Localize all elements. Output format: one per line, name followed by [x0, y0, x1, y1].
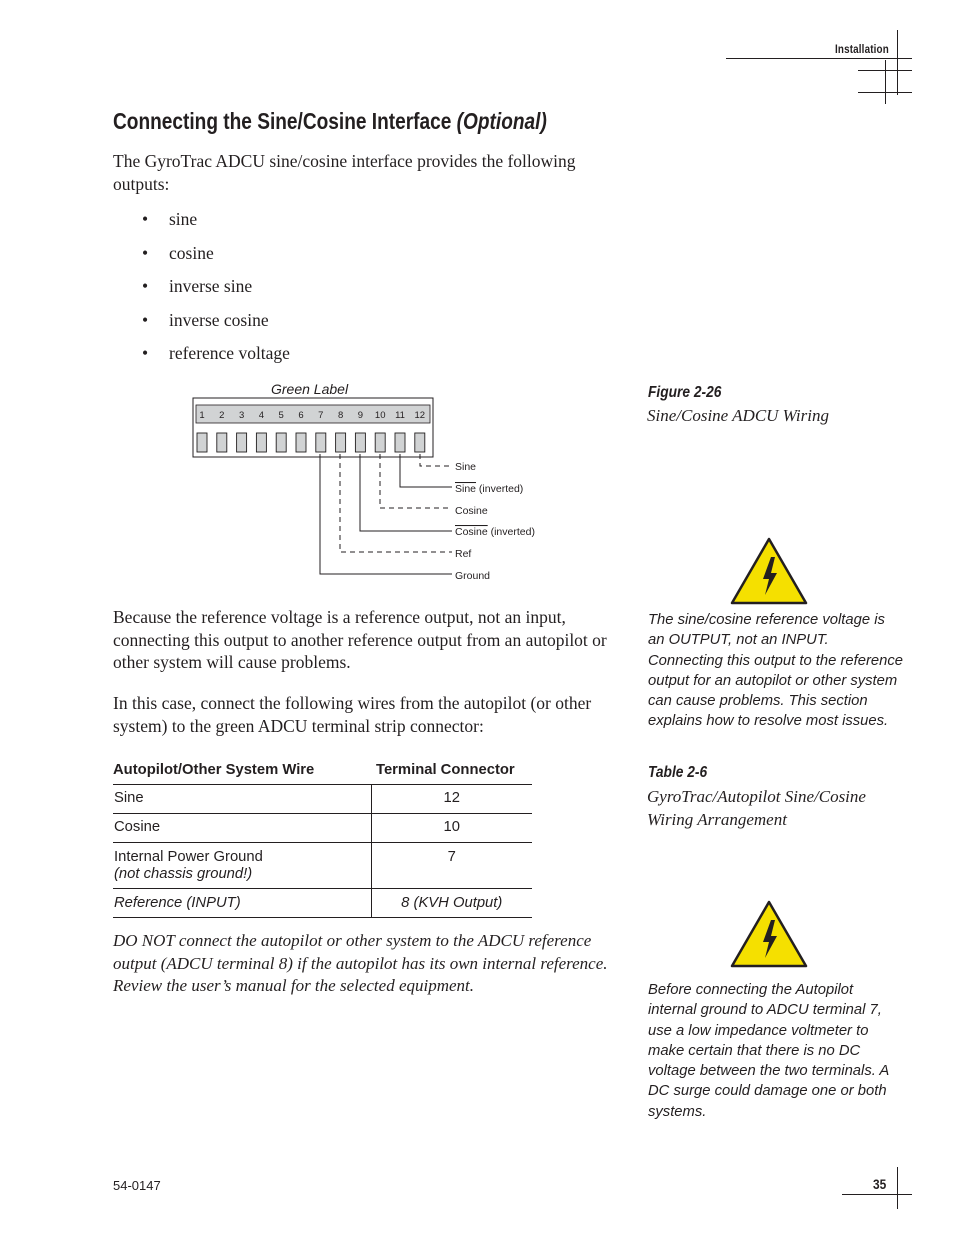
running-header-section: Installation	[835, 42, 889, 56]
terminal-number-9: 9	[357, 410, 364, 421]
cell-wire-note: (not chassis ground!)	[114, 866, 253, 882]
wire-sine-inverted	[400, 454, 452, 487]
terminal-slot-11	[395, 433, 405, 452]
table-row	[113, 889, 532, 918]
cell-wire-main: Internal Power Ground	[114, 849, 263, 865]
outputs-list	[142, 208, 290, 376]
page-number: 35	[873, 1176, 887, 1192]
high-voltage-warning-icon	[730, 900, 808, 968]
terminal-slot-7	[316, 433, 326, 452]
terminal-slot-6	[296, 433, 306, 452]
terminal-number-3: 3	[238, 410, 245, 421]
table-row	[113, 785, 532, 814]
terminal-slot-9	[355, 433, 365, 452]
terminal-number-1: 1	[199, 410, 205, 421]
wiring-diagram	[180, 376, 560, 588]
list-item: • inverse sine	[142, 275, 290, 309]
signal-label-cosine-inverted: Cosine (inverted)	[455, 526, 535, 538]
table-row	[113, 814, 532, 843]
wire-sine	[420, 454, 452, 466]
wire-cosine	[380, 454, 452, 508]
list-item: • reference voltage	[142, 342, 290, 376]
signal-label-ground: Ground	[455, 570, 491, 582]
cell-terminal: 7	[371, 843, 532, 889]
title-main: Connecting the Sine/Cosine Interface	[113, 108, 452, 134]
side-note-reference-output: The sine/cosine reference voltage is an OUTPUT, not an INPUT. Connecting this output to the reference output for an autopilot or other system can cause problems. This section explains how to resolve most issues.	[648, 612, 904, 730]
paragraph-connect: In this case, connect the following wires from the autopilot (or other system) to the green ADCU terminal strip connector:	[113, 693, 592, 736]
signal-label-sine: Sine	[455, 461, 477, 473]
document-code: 54-0147	[113, 1178, 161, 1193]
terminal-number-10: 10	[374, 410, 386, 421]
cell-wire	[113, 843, 371, 889]
list-item: • inverse cosine	[142, 309, 290, 343]
terminal-slots	[197, 433, 425, 452]
cell-wire: Reference (INPUT)	[113, 889, 371, 918]
cell-wire: Sine	[113, 785, 371, 814]
paragraph-reference: Because the reference voltage is a reference output, not an input, connecting this output to another reference output from an autopilot or other system will cause problems.	[113, 607, 607, 672]
cell-wire: Cosine	[113, 814, 371, 843]
table-header-row	[113, 757, 532, 785]
cell-terminal: 12	[371, 785, 532, 814]
terminal-slot-8	[336, 433, 346, 452]
wire-ref	[340, 454, 452, 552]
terminal-slot-1	[197, 433, 207, 452]
high-voltage-warning-icon	[730, 537, 808, 605]
figure-label: Figure 2-26	[648, 384, 722, 401]
terminal-number-7: 7	[318, 410, 324, 421]
terminal-slot-4	[256, 433, 266, 452]
cell-terminal: 8 (KVH Output)	[371, 889, 532, 918]
signal-label-sine-inverted: Sine (inverted)	[455, 483, 524, 495]
terminal-number-8: 8	[337, 410, 344, 421]
list-item: • sine	[142, 208, 290, 242]
figure-caption: Sine/Cosine ADCU Wiring	[647, 406, 829, 425]
column-header-terminal: Terminal Connector	[371, 757, 532, 785]
table-label: Table 2-6	[648, 764, 708, 781]
wiring-table	[113, 757, 532, 918]
terminal-number-4: 4	[258, 410, 265, 421]
terminal-slot-2	[217, 433, 227, 452]
page-title	[113, 108, 547, 135]
side-note-voltmeter: Before connecting the Autopilot internal ground to ADCU terminal 7, use a low impedance voltmeter to make certain that there is no DC voltage between the two terminals. A DC surge could damage one or both systems.	[648, 982, 889, 1120]
wires	[320, 454, 452, 574]
terminal-slot-3	[237, 433, 247, 452]
list-item: • cosine	[142, 242, 290, 276]
terminal-number-12: 12	[414, 410, 426, 421]
do-not-connect-paragraph: DO NOT connect the autopilot or other system to the ADCU reference output (ADCU terminal 8) if the autopilot has its own internal reference. Review the user’s manual for the selected equipment.	[113, 931, 608, 995]
signal-label-ref: Ref	[455, 548, 472, 560]
terminal-number-11: 11	[395, 410, 405, 421]
terminal-number-5: 5	[278, 410, 284, 421]
terminal-slot-5	[276, 433, 286, 452]
terminal-number-2: 2	[219, 410, 225, 421]
intro-paragraph: The GyroTrac ADCU sine/cosine interface provides the following outputs:	[113, 151, 576, 194]
green-label-text: Green Label	[271, 381, 349, 397]
column-header-wire: Autopilot/Other System Wire	[113, 757, 371, 785]
terminal-number-6: 6	[298, 410, 304, 421]
terminal-slot-10	[375, 433, 385, 452]
signal-label-cosine: Cosine	[455, 505, 488, 517]
cell-terminal: 10	[371, 814, 532, 843]
table-row	[113, 843, 532, 889]
title-optional: (Optional)	[456, 108, 547, 134]
terminal-slot-12	[415, 433, 425, 452]
table-caption: GyroTrac/Autopilot Sine/Cosine Wiring Arrangement	[647, 787, 866, 829]
